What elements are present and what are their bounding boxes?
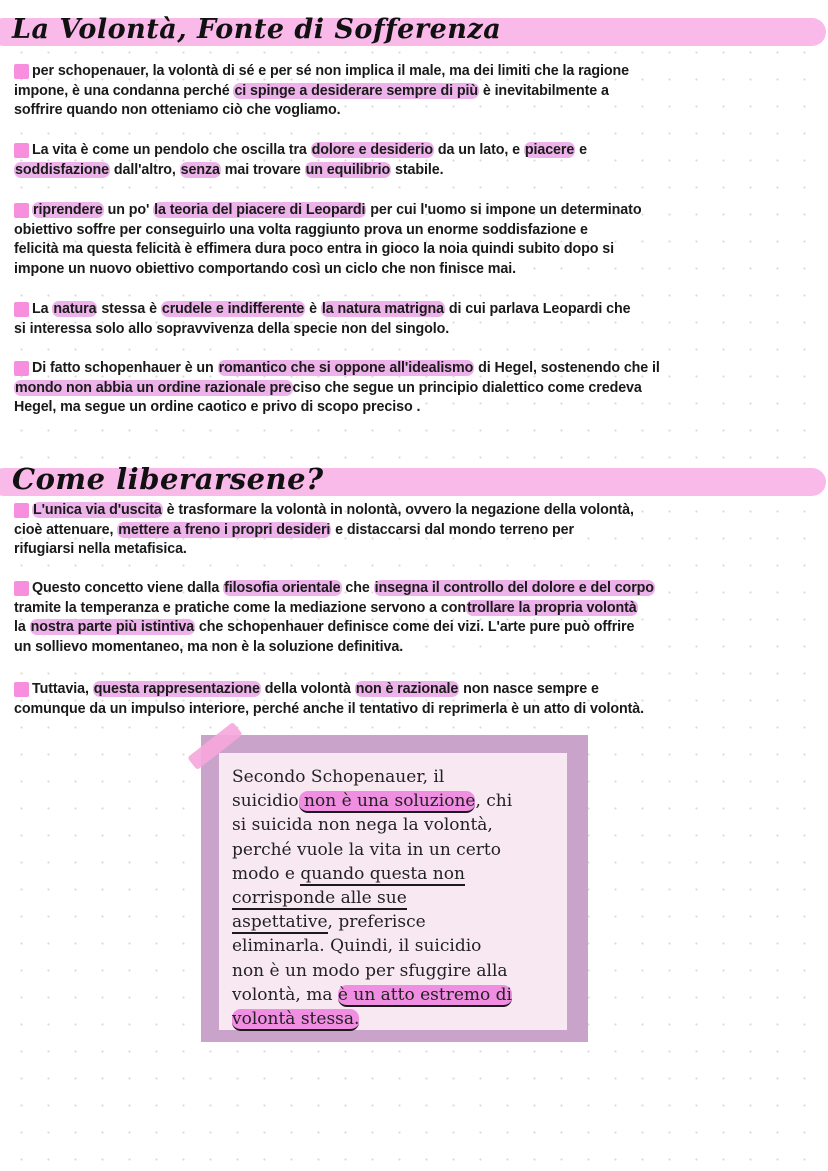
highlighted-text: senza bbox=[180, 161, 220, 178]
text-segment: per schopenauer, la volontà di sé e per sé non implica il male, ma dei limiti che la ragione bbox=[32, 63, 630, 79]
text-line bbox=[14, 260, 824, 280]
text-segment: mai trovare bbox=[220, 161, 305, 178]
text-line bbox=[232, 765, 512, 789]
text-segment: soffrire quando non otteniamo ciò che vogliamo. bbox=[14, 102, 341, 119]
text-segment: di Hegel, sostenendo che il bbox=[474, 360, 660, 376]
text-segment: perché vuole la vita in un certo bbox=[232, 839, 501, 860]
bullet-square-icon bbox=[14, 302, 29, 317]
highlighted-text: filosofia orientale bbox=[224, 580, 341, 596]
text-segment: impone, è una condanna perché bbox=[14, 82, 234, 99]
text-segment: che bbox=[341, 580, 374, 596]
text-segment: La vita è come un pendolo che oscilla tra bbox=[32, 142, 311, 158]
highlighted-text: la natura matrigna bbox=[321, 301, 444, 317]
text-line bbox=[232, 1007, 512, 1031]
bullet-square-icon bbox=[14, 682, 29, 697]
text-line bbox=[232, 862, 512, 886]
highlighted-text: trollare la propria volontà bbox=[466, 599, 637, 616]
bullet-square-icon bbox=[14, 64, 29, 79]
highlighted-text: insegna il controllo del dolore e del corpo bbox=[374, 580, 654, 596]
text-line bbox=[232, 959, 512, 983]
text-segment: che schopenhauer definisce come dei vizi. L'arte pure può offrire bbox=[195, 619, 635, 636]
text-segment: da un lato, e bbox=[433, 142, 524, 158]
text-segment: eliminarla. Quindi, il suicidio bbox=[232, 936, 482, 957]
text-segment: si interessa solo allo sopravvivenza della specie non del singolo. bbox=[14, 320, 450, 337]
paragraph bbox=[14, 579, 824, 657]
quote-box bbox=[201, 735, 588, 1042]
underlined-text: aspettative bbox=[232, 912, 328, 933]
paragraph bbox=[14, 359, 824, 418]
text-segment: suicidio bbox=[232, 791, 299, 812]
text-line bbox=[14, 540, 824, 560]
text-line bbox=[14, 379, 824, 399]
text-segment: è trasformare la volontà in nolontà, ovvero la negazione della volontà, bbox=[162, 502, 634, 518]
text-segment: La bbox=[32, 301, 53, 317]
text-line bbox=[232, 934, 512, 958]
text-segment: stabile. bbox=[391, 161, 444, 178]
text-segment: e bbox=[575, 142, 587, 158]
text-line bbox=[14, 501, 824, 521]
bullet-square-icon bbox=[14, 581, 29, 596]
highlighted-text: non è una soluzione bbox=[298, 791, 476, 812]
text-segment: cioè attenuare, bbox=[14, 521, 118, 538]
text-segment: non è un modo per sfuggire alla bbox=[232, 960, 508, 981]
quote-box-inner bbox=[219, 753, 567, 1030]
text-line bbox=[14, 521, 824, 541]
underlined-text: quando questa non bbox=[300, 863, 465, 884]
text-segment: ciso che segue un principio dialettico come credeva bbox=[292, 379, 642, 396]
text-line bbox=[14, 300, 824, 320]
text-line bbox=[232, 886, 512, 910]
text-segment: è inevitabilmente a bbox=[478, 82, 609, 99]
text-line bbox=[14, 680, 824, 700]
underlined-text: corrisponde alle sue bbox=[232, 888, 407, 909]
text-segment: non nasce sempre e bbox=[459, 681, 599, 697]
text-segment: , chi bbox=[475, 791, 513, 812]
text-segment: tramite la temperanza e pratiche come la mediazione servono a con bbox=[14, 599, 466, 616]
paragraph bbox=[14, 300, 824, 339]
text-segment: un po' bbox=[103, 202, 154, 218]
highlighted-text: la teoria del piacere di Leopardi bbox=[154, 202, 366, 218]
text-segment: comunque da un impulso interiore, perché anche il tentativo di reprimerla è un atto di volontà. bbox=[14, 700, 644, 717]
highlighted-text: riprendere bbox=[33, 202, 103, 218]
text-segment: modo e bbox=[232, 863, 301, 884]
bullet-square-icon bbox=[14, 361, 29, 376]
text-segment: rifugiarsi nella metafisica. bbox=[14, 541, 187, 558]
highlighted-text: non è razionale bbox=[355, 681, 459, 697]
paragraph bbox=[14, 201, 824, 279]
highlighted-text: mondo non abbia un ordine razionale pre bbox=[15, 379, 292, 396]
text-segment: Di fatto schopenhauer è un bbox=[32, 360, 218, 376]
text-segment: felicità ma questa felicità è effimera dura poco entra in gioco la noia quindi subito dopo si bbox=[14, 241, 615, 258]
text-segment: si suicida non nega la volontà, bbox=[232, 815, 493, 836]
paragraph bbox=[14, 501, 824, 560]
bullet-square-icon bbox=[14, 143, 29, 158]
highlighted-text: piacere bbox=[524, 142, 575, 158]
paragraph bbox=[14, 62, 824, 121]
text-segment: Secondo Schopenauer, il bbox=[232, 767, 445, 787]
text-segment: di cui parlava Leopardi che bbox=[445, 301, 631, 317]
text-line bbox=[232, 983, 512, 1007]
highlighted-text: mettere a freno i propri desideri bbox=[118, 521, 331, 538]
text-line bbox=[232, 789, 512, 813]
text-line bbox=[14, 359, 824, 379]
text-line bbox=[14, 700, 824, 720]
highlighted-text: ci spinge a desiderare sempre di più bbox=[234, 82, 478, 99]
section-title-2: Come liberarsene? bbox=[12, 462, 324, 496]
text-line bbox=[14, 618, 824, 638]
highlighted-text: soddisfazione bbox=[15, 161, 110, 178]
text-line bbox=[14, 161, 824, 181]
text-line bbox=[14, 201, 824, 221]
text-segment: dall'altro, bbox=[110, 161, 180, 178]
text-line bbox=[232, 838, 512, 862]
highlighted-text: è un atto estremo di bbox=[337, 984, 512, 1005]
highlighted-text: volontà stessa. bbox=[232, 1009, 360, 1030]
text-segment: la bbox=[14, 619, 30, 636]
highlighted-text: romantico che si oppone all'idealismo bbox=[218, 360, 474, 376]
highlighted-text: nostra parte più istintiva bbox=[30, 619, 195, 636]
text-segment: è bbox=[305, 301, 321, 317]
text-line bbox=[14, 579, 824, 599]
bullet-square-icon bbox=[14, 203, 29, 218]
text-segment: stessa è bbox=[97, 301, 161, 317]
text-line bbox=[232, 813, 512, 837]
quote-text bbox=[232, 765, 512, 1031]
text-line bbox=[14, 101, 824, 121]
paragraph bbox=[14, 141, 824, 180]
text-line bbox=[14, 82, 824, 102]
highlighted-text: crudele e indifferente bbox=[161, 301, 305, 317]
highlighted-text: natura bbox=[53, 301, 97, 317]
text-segment: un sollievo momentaneo, ma non è la soluzione definitiva. bbox=[14, 638, 404, 655]
text-segment: della volontà bbox=[260, 681, 355, 697]
text-line bbox=[14, 62, 824, 82]
text-line bbox=[14, 141, 824, 161]
text-line bbox=[14, 320, 824, 340]
text-segment: Hegel, ma segue un ordine caotico e privo di scopo preciso . bbox=[14, 399, 421, 416]
highlighted-text: dolore e desiderio bbox=[311, 142, 433, 158]
text-segment: e distaccarsi dal mondo terreno per bbox=[331, 521, 574, 538]
text-segment: obiettivo soffre per conseguirlo una volta raggiunto prova un enorme soddisfazione e bbox=[14, 221, 588, 238]
paragraph bbox=[14, 680, 824, 719]
text-segment: impone un nuovo obiettivo comportando così un ciclo che non finisce mai. bbox=[14, 260, 516, 277]
highlighted-text: L'unica via d'uscita bbox=[33, 502, 162, 518]
text-segment: , preferisce bbox=[327, 912, 426, 933]
text-segment: volontà, ma bbox=[232, 984, 338, 1005]
highlighted-text: un equilibrio bbox=[305, 161, 391, 178]
text-line bbox=[14, 638, 824, 658]
text-line bbox=[232, 910, 512, 934]
text-segment: per cui l'uomo si impone un determinato bbox=[366, 202, 642, 218]
text-line bbox=[14, 599, 824, 619]
text-line bbox=[14, 398, 824, 418]
highlighted-text: questa rappresentazione bbox=[93, 681, 260, 697]
text-segment: Tuttavia, bbox=[32, 681, 93, 697]
text-line bbox=[14, 221, 824, 241]
section-title-1: La Volontà, Fonte di Sofferenza bbox=[12, 14, 502, 45]
bullet-square-icon bbox=[14, 503, 29, 518]
text-segment: Questo concetto viene dalla bbox=[32, 580, 224, 596]
text-line bbox=[14, 240, 824, 260]
